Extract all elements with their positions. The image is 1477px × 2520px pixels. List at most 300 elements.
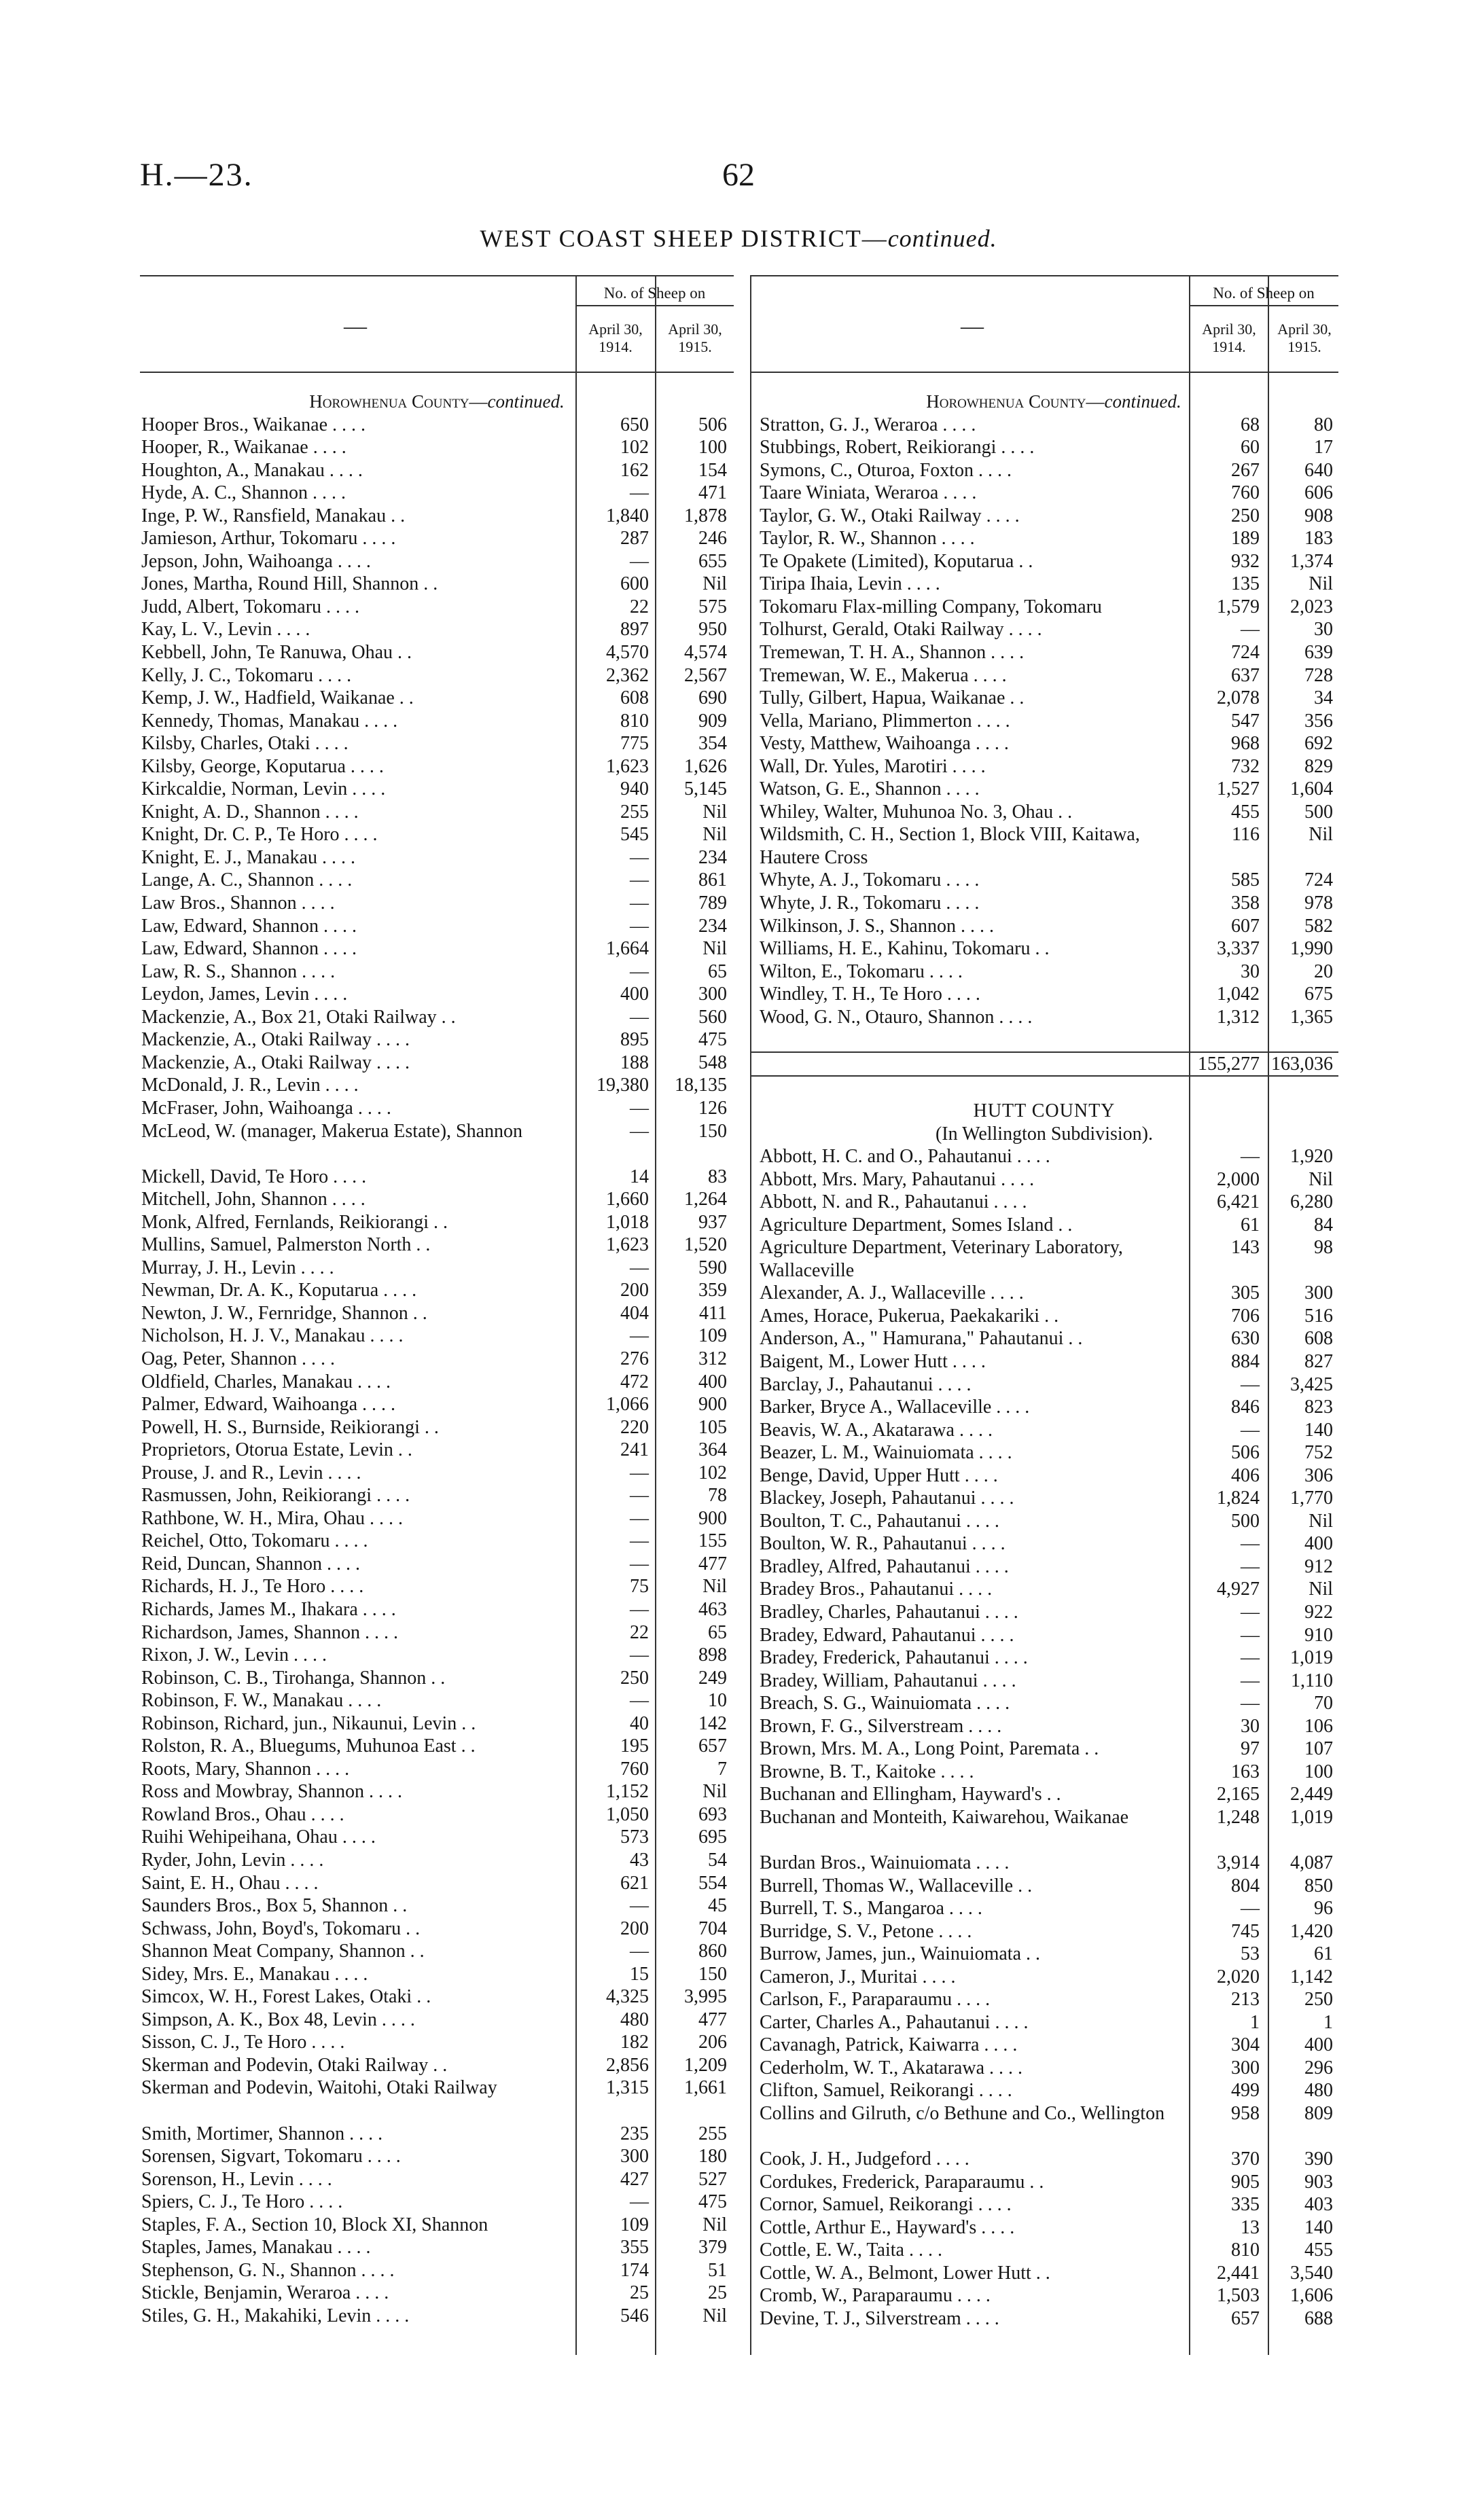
sheep-1915: 608: [1304, 1328, 1333, 1350]
sheep-1914: 61: [1241, 1214, 1260, 1236]
owner-name: Williams, H. E., Kahinu, Tokomaru . .: [760, 938, 1050, 960]
header-no-of-sheep: No. of Sheep on: [603, 285, 706, 302]
owner-name: Boulton, W. R., Pahautanui . . . .: [760, 1533, 1006, 1555]
owner-name: Tiripa Ihaia, Levin . . . .: [760, 573, 940, 595]
table-row: [140, 1758, 734, 1781]
sheep-1915: 25: [708, 2282, 727, 2304]
sheep-1915: 675: [1304, 984, 1333, 1005]
table-row: [750, 2057, 1338, 2080]
table-row: [750, 459, 1338, 482]
table-row: [140, 1826, 734, 1849]
sheep-1914: 1,660: [606, 1189, 649, 1210]
owner-name: Alexander, A. J., Wallaceville . . . .: [760, 1282, 1024, 1304]
left-rows: [140, 391, 734, 2327]
sheep-1915: 590: [698, 1257, 727, 1278]
sheep-1915: 400: [1304, 2034, 1333, 2056]
sheep-1914: 30: [1241, 1715, 1260, 1737]
sheep-1914: 2,441: [1217, 2262, 1260, 2284]
table-row: [140, 1803, 734, 1826]
owner-name: Knight, A. D., Shannon . . . .: [141, 801, 359, 823]
table-row: [140, 1963, 734, 1986]
sheep-1915: Nil: [702, 1781, 727, 1803]
sheep-1914: —: [1241, 1373, 1260, 1395]
sheep-1914: 267: [1231, 459, 1260, 481]
sheep-1914: 30: [1241, 960, 1260, 982]
sheep-1915: 1,209: [684, 2054, 727, 2076]
owner-name: Law, R. S., Shannon . . . .: [141, 960, 336, 982]
header-rule: [750, 372, 1338, 373]
sheep-1914: 895: [620, 1029, 649, 1051]
table-row: [140, 1940, 734, 1963]
table-row: [140, 1462, 734, 1485]
sheep-1914: 884: [1231, 1350, 1260, 1372]
owner-name: Stratton, G. J., Weraroa . . . .: [760, 414, 976, 435]
owner-name: Wildsmith, C. H., Section 1, Block VIII, Kaitawa, Hautere Cross: [760, 824, 1140, 868]
table-row: [750, 1510, 1338, 1533]
table-row: [140, 1234, 734, 1257]
table-row: [140, 755, 734, 778]
owner-name: Stickle, Benjamin, Weraroa . . . .: [141, 2282, 389, 2304]
table-row: [140, 2305, 734, 2328]
section-heading: Horowhenua County—continued.: [309, 391, 565, 412]
owner-name: McFrаser, John, Waihoanga . . . .: [141, 1097, 391, 1119]
table-row: [140, 1598, 734, 1621]
owner-name: Kilsby, Charles, Otaki . . . .: [141, 733, 349, 755]
sheep-1915: 234: [698, 846, 727, 868]
sheep-1915: Nil: [1309, 1579, 1333, 1600]
sheep-1915: 1,374: [1290, 550, 1333, 572]
table-row: [140, 823, 734, 846]
sheep-1914: 287: [620, 528, 649, 550]
table-row: [140, 1553, 734, 1576]
sheep-1914: —: [630, 2191, 649, 2213]
sheep-1915: 100: [698, 437, 727, 458]
sheep-1914: —: [630, 1644, 649, 1666]
sheep-1914: —: [1241, 1898, 1260, 1920]
hutt-county-subtitle: (In Wellington Subdivision).: [935, 1123, 1153, 1145]
sheep-1915: 898: [698, 1644, 727, 1666]
sheep-1915: 1,019: [1290, 1647, 1333, 1669]
sheep-1914: 2,165: [1217, 1784, 1260, 1805]
sheep-1914: 241: [620, 1439, 649, 1461]
sheep-1915: 2,449: [1290, 1784, 1333, 1805]
owner-name: Kilsby, George, Koputaruа . . . .: [141, 755, 384, 777]
sheep-1915: Nil: [702, 2214, 727, 2235]
sheep-1915: 692: [1304, 733, 1333, 755]
sheep-1914: 846: [1231, 1397, 1260, 1418]
owner-name: Ross and Mowbray, Shannon . . . .: [141, 1781, 402, 1803]
sheep-1915: Nil: [1309, 1168, 1333, 1190]
owner-name: Rowland Bros., Ohau . . . .: [141, 1803, 344, 1825]
table-row: [750, 1875, 1338, 1898]
table-row: [140, 436, 734, 459]
table-row: [140, 1051, 734, 1075]
sheep-1915: 206: [698, 2032, 727, 2053]
owner-name: Nicholson, H. J. V., Manakau . . . .: [141, 1325, 404, 1347]
owner-name: Barclay, J., Pahautanui . . . .: [760, 1373, 972, 1395]
table-row: [750, 1988, 1338, 2011]
sheep-1915: 860: [698, 1941, 727, 1962]
sheep-1915: 70: [1314, 1693, 1333, 1714]
sheep-1915: 255: [698, 2123, 727, 2144]
sheep-1914: —: [1241, 1555, 1260, 1577]
owner-name: Wall, Dr. Yules, Marotiri . . . .: [760, 755, 986, 777]
table-row: [750, 2284, 1338, 2307]
sheep-1914: 1,527: [1217, 778, 1260, 800]
sheep-1914: 1,503: [1217, 2285, 1260, 2307]
sheep-1914: 305: [1231, 1282, 1260, 1304]
sheep-1914: —: [630, 1941, 649, 1962]
table-row: [140, 983, 734, 1006]
owner-name: Brown, Mrs. M. A., Long Point, Paremata . .: [760, 1738, 1099, 1760]
table-row: [750, 1168, 1338, 1191]
sheep-1915: 1,878: [684, 505, 727, 526]
table-row: [750, 1783, 1338, 1806]
sheep-1914: 2,362: [606, 664, 649, 686]
owner-name: Buchanan and Ellingham, Hayward's . .: [760, 1784, 1061, 1805]
owner-name: Bradley, Charles, Pahautanui . . . .: [760, 1601, 1018, 1623]
table-row: [140, 1689, 734, 1712]
sheep-1915: 379: [698, 2237, 727, 2258]
owner-name: Newman, Dr. A. K., Koputaruа . . . .: [141, 1280, 417, 1301]
owner-name: Carlson, F., Paraparaumu . . . .: [760, 1989, 991, 2011]
owner-name: Mackenzie, A., Otaki Railway . . . .: [141, 1029, 410, 1051]
owner-name: Sidey, Mrs. E., Manakau . . . .: [141, 1963, 368, 1985]
table-row: [140, 710, 734, 733]
sheep-1914: —: [1241, 619, 1260, 641]
owner-name: Stubbings, Robert, Reikiorangi . . . .: [760, 437, 1035, 458]
owner-name: Stiles, G. H., Makahiki, Levin . . . .: [141, 2305, 410, 2326]
owner-name: Blackey, Joseph, Pahautanui . . . .: [760, 1488, 1014, 1509]
sheep-1914: 607: [1231, 915, 1260, 937]
owner-name: Lange, A. C., Shannon . . . .: [141, 869, 353, 891]
table-row: [140, 1120, 734, 1166]
sheep-1914: 235: [620, 2123, 649, 2144]
owner-name: Cromb, W., Paraparaumu . . . .: [760, 2285, 991, 2307]
sheep-1915: 909: [698, 710, 727, 732]
sheep-1915: Nil: [1309, 573, 1333, 595]
sheep-1915: 1,264: [684, 1189, 727, 1210]
sheep-1915: 234: [698, 915, 727, 937]
sheep-1915: 34: [1314, 687, 1333, 709]
table-row: [140, 2191, 734, 2214]
owner-name: Ruihi Wehipeihana, Ohau . . . .: [141, 1826, 376, 1848]
hutt-county-title: HUTT COUNTY: [973, 1100, 1116, 1121]
sheep-1915: 83: [708, 1166, 727, 1187]
sheep-1914: 406: [1231, 1464, 1260, 1486]
table-row: [750, 1327, 1338, 1350]
owner-name: Benge, David, Upper Hutt . . . .: [760, 1464, 998, 1486]
table-row: [140, 869, 734, 892]
sheep-1914: —: [630, 1507, 649, 1529]
table-row: [750, 1145, 1338, 1168]
sheep-1914: 102: [620, 437, 649, 458]
sheep-1914: —: [630, 1006, 649, 1028]
sheep-1915: 477: [698, 1553, 727, 1574]
sheep-1915: 150: [698, 1963, 727, 1985]
owner-name: Jones, Martha, Round Hill, Shannon . .: [141, 573, 438, 595]
sheep-1915: 142: [698, 1712, 727, 1734]
owner-name: Whyte, A. J., Tokomaru . . . .: [760, 869, 980, 891]
sheep-1914: 1,315: [606, 2077, 649, 2099]
sheep-1914: —: [1241, 1647, 1260, 1669]
table-row: [750, 436, 1338, 459]
owner-name: Law Bros., Shannon . . . .: [141, 893, 335, 914]
sheep-1914: 1,066: [606, 1394, 649, 1416]
sheep-1914: 22: [630, 1621, 649, 1643]
table-row: [140, 801, 734, 824]
sheep-1915: 640: [1304, 459, 1333, 481]
sheep-1914: —: [1241, 1533, 1260, 1555]
table-row: [140, 1416, 734, 1439]
table-row: [750, 2216, 1338, 2239]
owner-name: Sorenson, H., Levin . . . .: [141, 2168, 332, 2190]
sheep-1915: 937: [698, 1211, 727, 1233]
sheep-1914: 760: [1231, 482, 1260, 504]
sheep-1914: —: [630, 1097, 649, 1119]
sheep-1915: 912: [1304, 1555, 1333, 1577]
owner-name: Wilkinson, J. S., Shannon . . . .: [760, 915, 995, 937]
sheep-1915: 1,019: [1290, 1806, 1333, 1828]
table-row: [750, 2034, 1338, 2057]
owner-name: Mullins, Samuel, Palmerston North . .: [141, 1234, 431, 1256]
table-row: [140, 1712, 734, 1735]
owner-name: Cook, J. H., Judgeford . . . .: [760, 2148, 969, 2170]
table-row: [140, 960, 734, 984]
sheep-1915: Nil: [702, 938, 727, 960]
table-row: [750, 2171, 1338, 2194]
sheep-1915: 575: [698, 596, 727, 617]
owner-name: Beavis, W. A., Akatarawa . . . .: [760, 1419, 993, 1441]
page-title: WEST COAST SHEEP DISTRICT—continued.: [480, 225, 997, 252]
owner-name: Shannon Meat Company, Shannon . .: [141, 1941, 425, 1962]
sheep-1914: 1,042: [1217, 984, 1260, 1005]
table-row: [140, 687, 734, 710]
sheep-1915: 1,770: [1290, 1488, 1333, 1509]
sheep-1915: 704: [698, 1918, 727, 1939]
table-row: [750, 1692, 1338, 1715]
sheep-1914: 213: [1231, 1989, 1260, 2011]
sheep-1915: 1,990: [1290, 938, 1333, 960]
sheep-1915: 84: [1314, 1214, 1333, 1236]
table-row: [140, 1279, 734, 1302]
owner-name: Cottle, W. A., Belmont, Lower Hutt . .: [760, 2262, 1050, 2284]
owner-name: Richards, H. J., Te Horo . . . .: [141, 1576, 364, 1598]
table-row: [140, 1575, 734, 1598]
sheep-1914: 775: [620, 733, 649, 755]
sheep-1915: 249: [698, 1667, 727, 1689]
sheep-1915: 400: [698, 1371, 727, 1392]
sheep-1915: 17: [1314, 437, 1333, 458]
sheep-1915: 61: [1314, 1943, 1333, 1965]
sheep-1914: 200: [620, 1280, 649, 1301]
sheep-1914: 1,824: [1217, 1488, 1260, 1509]
table-row: [140, 596, 734, 619]
table-row: [140, 892, 734, 915]
sheep-1915: 364: [698, 1439, 727, 1461]
owner-name: Bradey, Edward, Pahautanui . . . .: [760, 1624, 1014, 1646]
owner-name: Bradley, Alfred, Pahautanui . . . .: [760, 1555, 1009, 1577]
table-row: [140, 1074, 734, 1097]
table-row: [750, 2307, 1338, 2330]
sheep-1914: —: [630, 1120, 649, 1142]
sheep-1914: 68: [1241, 414, 1260, 435]
sheep-1914: 600: [620, 573, 649, 595]
owner-name: Monk, Alfred, Fernlands, Reikiorangi . .: [141, 1211, 448, 1233]
sheep-1915: 527: [698, 2168, 727, 2190]
sheep-1915: 900: [698, 1507, 727, 1529]
table-row: [140, 2031, 734, 2054]
owner-name: Collins and Gilruth, c/o Bethune and Co., Wellington: [760, 2103, 1165, 2125]
owner-name: Roots, Mary, Shannon . . . .: [141, 1758, 350, 1780]
sheep-1915: 908: [1304, 505, 1333, 526]
owner-name: Agriculture Department, Somes Island . .: [760, 1214, 1073, 1236]
header-dash: —: [961, 314, 984, 339]
sheep-1914: 545: [620, 824, 649, 846]
table-row: [750, 1670, 1338, 1693]
sheep-1914: 585: [1231, 869, 1260, 891]
sheep-1915: 306: [1304, 1464, 1333, 1486]
table-row: [140, 1028, 734, 1051]
sheep-1915: 500: [1304, 801, 1333, 823]
sheep-1915: 20: [1314, 960, 1333, 982]
sheep-1914: 276: [620, 1348, 649, 1369]
sheep-1914: 53: [1241, 1943, 1260, 1965]
sheep-1914: 932: [1231, 550, 1260, 572]
sheep-1914: 499: [1231, 2080, 1260, 2102]
sheep-1915: 154: [698, 459, 727, 481]
sheep-1915: 548: [698, 1051, 727, 1073]
owner-name: Simcox, W. H., Forest Lakes, Otaki . .: [141, 1986, 431, 2008]
table-row: [750, 1396, 1338, 1419]
sheep-1914: 189: [1231, 528, 1260, 550]
sheep-1914: 1,579: [1217, 596, 1260, 617]
owner-name: Law, Edward, Shannon . . . .: [141, 938, 357, 960]
sheep-1915: 554: [698, 1872, 727, 1894]
table-row: [750, 664, 1338, 687]
table-row: [750, 1943, 1338, 1966]
owner-name: Hooper Bros., Waikanae . . . .: [141, 414, 366, 435]
sheep-1915: 105: [698, 1416, 727, 1438]
sheep-1914: —: [630, 1598, 649, 1620]
sheep-1914: 335: [1231, 2194, 1260, 2216]
owner-name: Windley, T. H., Te Horo . . . .: [760, 984, 980, 1005]
sheep-1914: 116: [1232, 824, 1260, 846]
table-row: [750, 1441, 1338, 1464]
sheep-1914: 724: [1231, 642, 1260, 664]
table-row: [750, 687, 1338, 710]
sheep-1915: 359: [698, 1280, 727, 1301]
owner-name: Proprietors, Otorua Estate, Levin . .: [141, 1439, 412, 1461]
sheep-1915: 354: [698, 733, 727, 755]
owner-name: Staples, James, Manakau . . . .: [141, 2237, 371, 2258]
sheep-1914: 4,927: [1217, 1579, 1260, 1600]
sheep-1914: 897: [620, 619, 649, 641]
sheep-1914: 22: [630, 596, 649, 617]
sheep-1915: Nil: [1309, 1510, 1333, 1532]
owner-name: Richardson, James, Shannon . . . .: [141, 1621, 398, 1643]
sheep-1915: 1,661: [684, 2077, 727, 2099]
sheep-1915: 180: [698, 2146, 727, 2167]
table-row: [140, 1621, 734, 1644]
owner-name: Abbott, H. C. and O., Pahautanui . . . .: [760, 1146, 1050, 1168]
sheep-1915: 18,135: [675, 1075, 727, 1096]
owner-name: Watson, G. E., Shannon . . . .: [760, 778, 980, 800]
sheep-1914: —: [630, 915, 649, 937]
header-rule: [140, 372, 734, 373]
sheep-1914: —: [630, 960, 649, 982]
table-row: [750, 482, 1338, 505]
table-row: [140, 414, 734, 437]
sheep-1915: 477: [698, 2009, 727, 2030]
sheep-1915: 3,425: [1290, 1373, 1333, 1395]
table-row: [140, 1371, 734, 1394]
sheep-1915: 724: [1304, 869, 1333, 891]
sheep-1914: —: [630, 1257, 649, 1278]
sheep-1915: 823: [1304, 1397, 1333, 1418]
owner-name: Robinson, C. B., Tirohanga, Shannon . .: [141, 1667, 446, 1689]
sheep-1915: 690: [698, 687, 727, 709]
owner-name: Taare Winiata, Weraroa . . . .: [760, 482, 977, 504]
owner-name: Ames, Horace, Pukerua, Paekakariki . .: [760, 1305, 1059, 1327]
table-row: [140, 1780, 734, 1803]
sheep-1914: 547: [1231, 710, 1260, 732]
sheep-1914: 637: [1231, 664, 1260, 686]
table-row: [140, 778, 734, 801]
owner-name: Skerman and Podevin, Waitohi, Otaki Railway: [141, 2077, 497, 2099]
sheep-1915: Nil: [702, 824, 727, 846]
table-row: [140, 1166, 734, 1189]
owner-name: Bradey Bros., Pahautanui . . . .: [760, 1579, 993, 1600]
sheep-1914: 250: [620, 1667, 649, 1689]
sheep-1914: 19,380: [597, 1075, 649, 1096]
sheep-1914: 608: [620, 687, 649, 709]
sheep-1914: 255: [620, 801, 649, 823]
owner-name: Browne, B. T., Kaitoke . . . .: [760, 1761, 974, 1782]
sheep-1915: 4,574: [684, 642, 727, 664]
sheep-1914: 1,840: [606, 505, 649, 526]
sheep-1914: 195: [620, 1735, 649, 1757]
table-row: [750, 937, 1338, 960]
table-row: [140, 2054, 734, 2077]
owner-name: Cordukes, Frederick, Paraparaumu . .: [760, 2171, 1044, 2193]
table-row: [750, 505, 1338, 528]
table-row: [140, 459, 734, 482]
owner-name: Kemp, J. W., Hadfield, Waikanae . .: [141, 687, 414, 709]
sheep-1915: 7: [717, 1758, 727, 1780]
table-row: [750, 1806, 1338, 1852]
owner-name: Tolhurst, Gerald, Otaki Railway . . . .: [760, 619, 1042, 641]
sheep-1915: 54: [708, 1850, 727, 1871]
section-subheading-hutt: [750, 1123, 1338, 1146]
owner-name: McDonald, J. R., Levin . . . .: [141, 1075, 359, 1096]
owner-name: Saunders Bros., Box 5, Shannon . .: [141, 1895, 408, 1917]
table-row: [140, 937, 734, 960]
sheep-1914: 250: [1231, 505, 1260, 526]
section-heading-hutt: [750, 1100, 1338, 1123]
sheep-1914: 958: [1231, 2103, 1260, 2125]
table-row: [140, 1188, 734, 1211]
sheep-1915: 1,604: [1290, 778, 1333, 800]
sheep-1914: 650: [620, 414, 649, 435]
owner-name: Wilton, E., Tokomaru . . . .: [760, 960, 963, 982]
owner-name: Kebbell, John, Te Ranuwa, Ohau . .: [141, 642, 412, 664]
sheep-1915: 1,110: [1291, 1670, 1333, 1691]
sheep-1915: 655: [698, 550, 727, 572]
sheep-1914: 1: [1250, 2011, 1260, 2033]
sheep-1915: 65: [708, 1621, 727, 1643]
table-row: [140, 1006, 734, 1029]
